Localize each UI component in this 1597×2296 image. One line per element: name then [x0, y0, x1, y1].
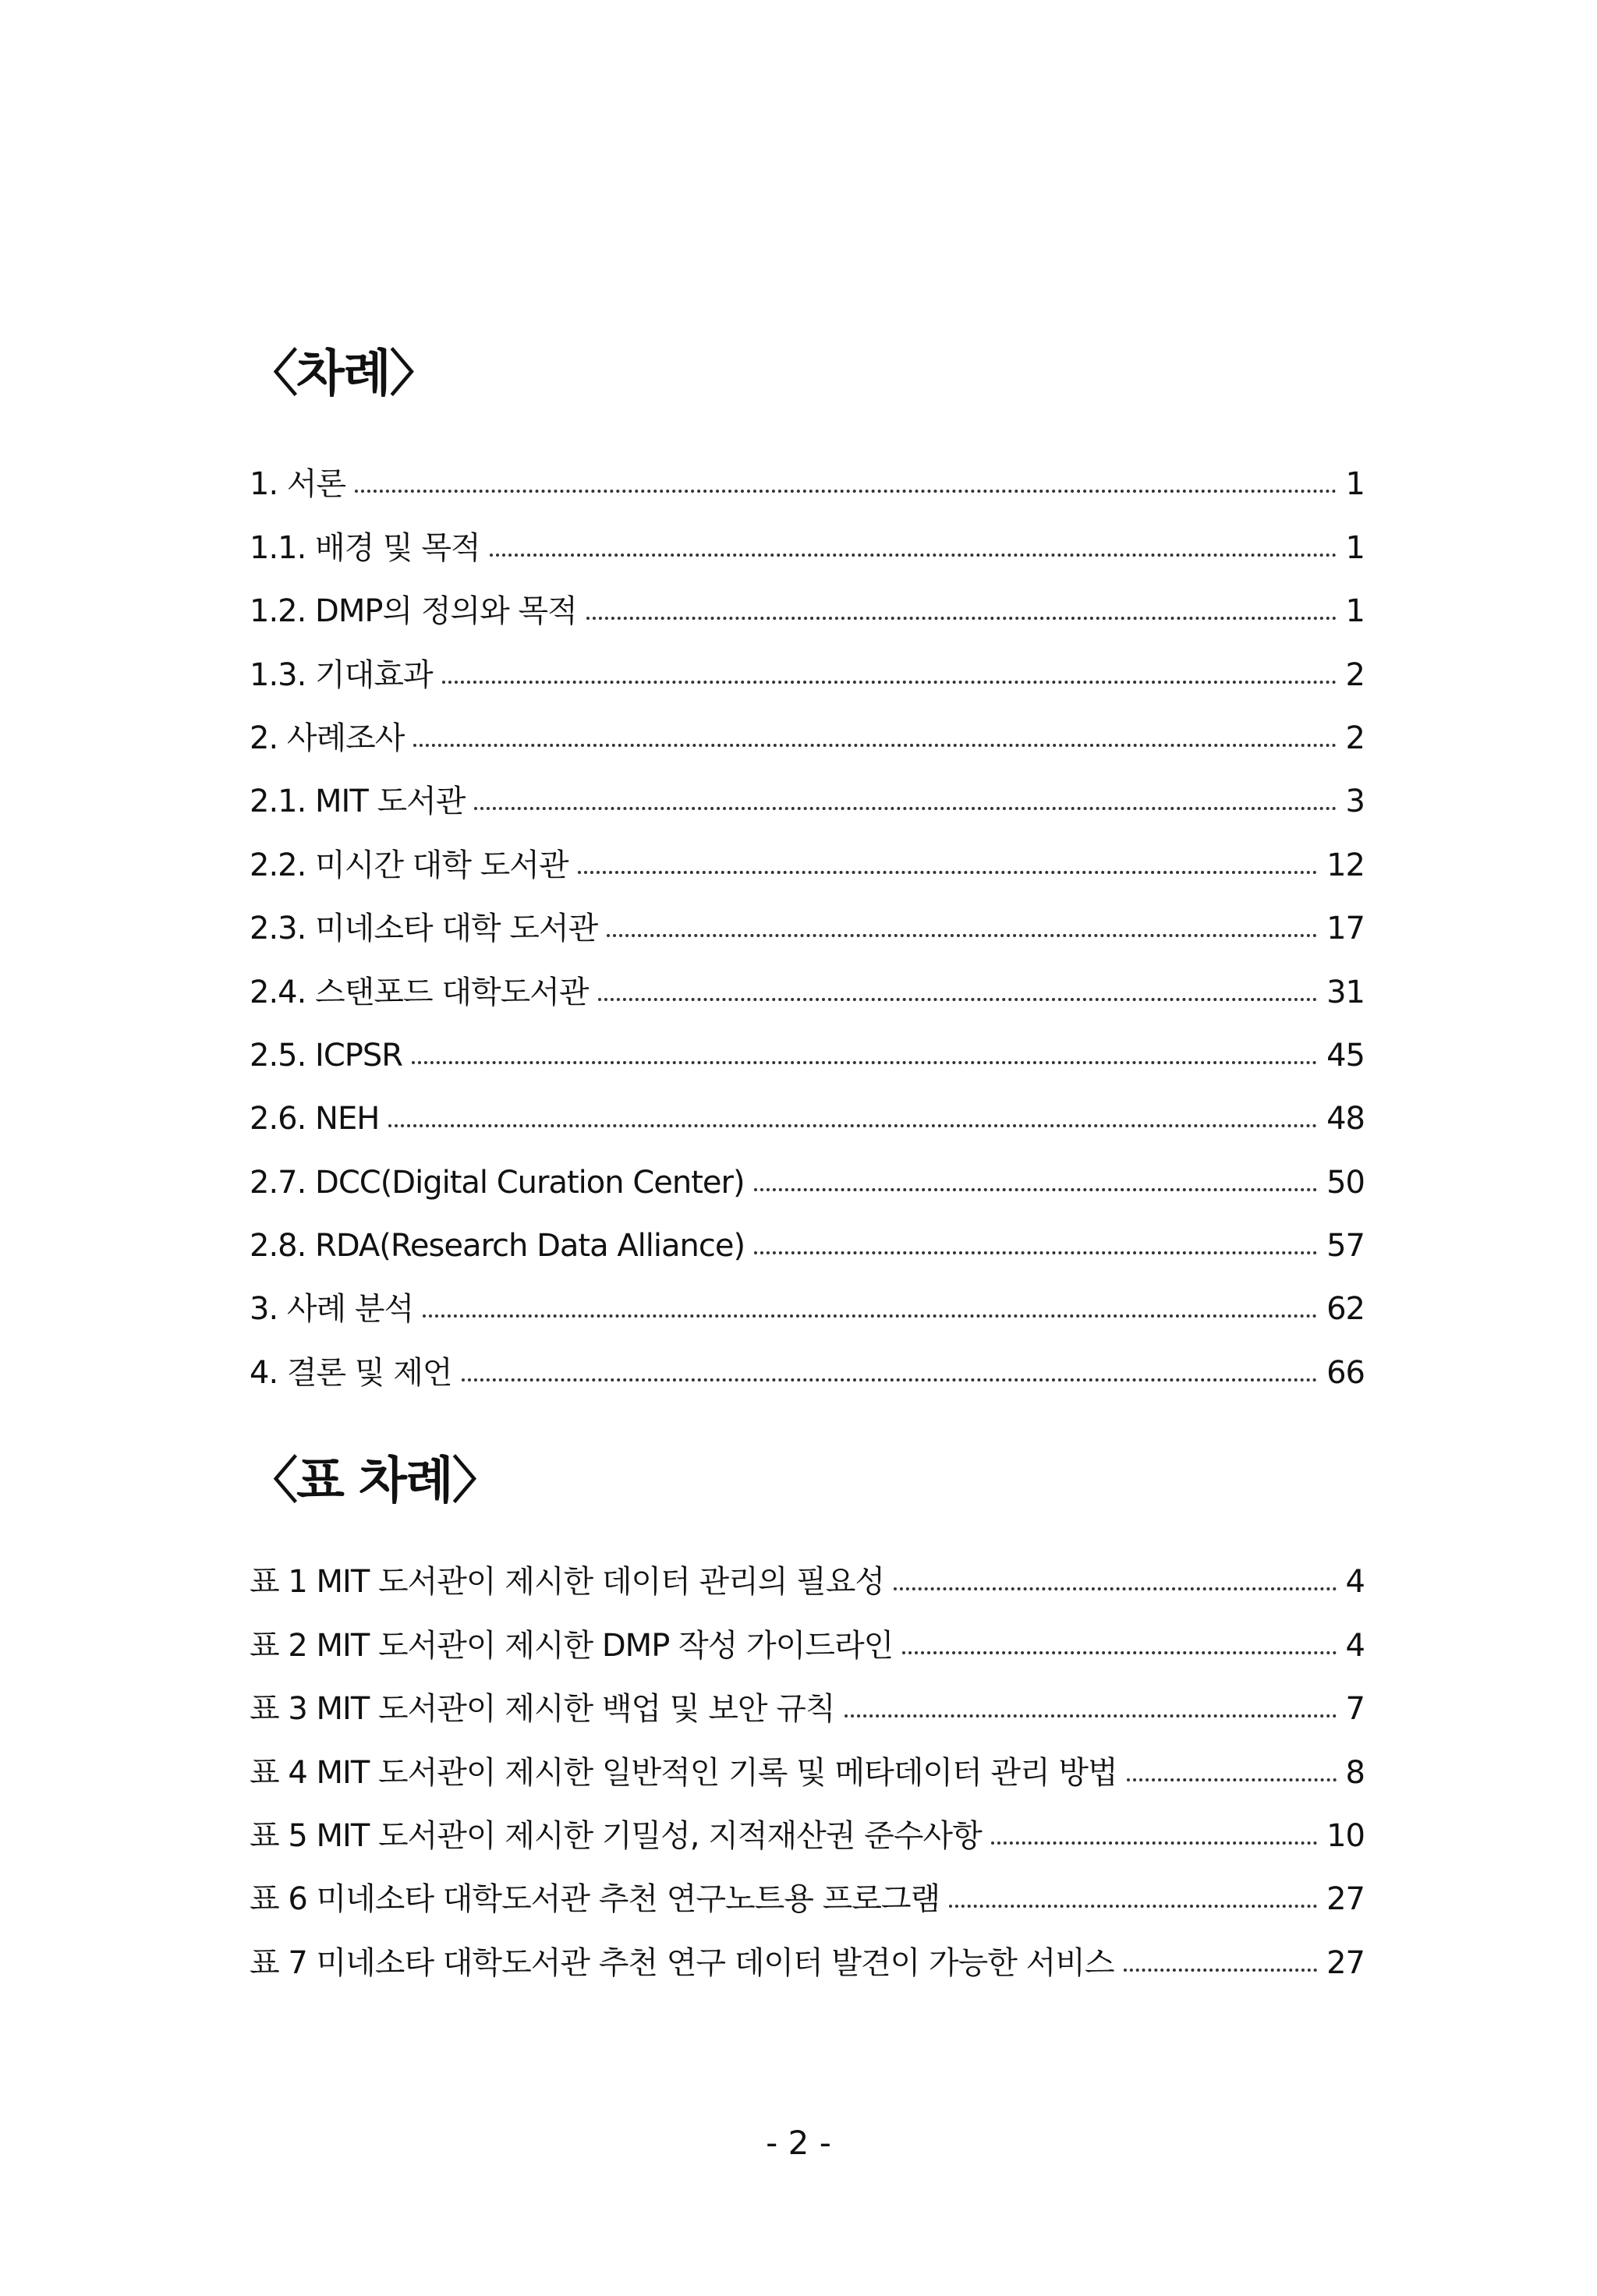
toc-entry[interactable]	[250, 754, 1365, 820]
dot-leader	[1127, 1778, 1337, 1781]
toc-entry-label: 2.4. 스탠포드 대학도서관	[250, 974, 589, 1010]
toc-entry-page: 57	[1326, 1228, 1365, 1265]
dot-leader	[423, 1314, 1317, 1318]
toc-entry-label: 2.3. 미네소타 대학 도서관	[250, 911, 598, 947]
dot-leader	[388, 1124, 1317, 1127]
table-entry[interactable]	[250, 1915, 1365, 1981]
dot-leader	[412, 1061, 1317, 1064]
table-entry-page: 7	[1345, 1691, 1365, 1728]
toc-entry-page: 12	[1326, 847, 1365, 883]
toc-entry-page: 17	[1326, 911, 1365, 947]
table-entry-label: 표 5 MIT 도서관이 제시한 기밀성, 지적재산권 준수사항	[250, 1817, 982, 1854]
dot-leader	[1124, 1969, 1318, 1972]
table-entry-page: 27	[1326, 1944, 1365, 1981]
toc-entry[interactable]	[250, 564, 1365, 630]
table-entry[interactable]	[250, 1725, 1365, 1791]
dot-leader	[902, 1651, 1336, 1654]
toc-list	[250, 437, 1365, 1389]
table-list-heading: 〈표 차례〉	[248, 1452, 501, 1510]
dot-leader	[949, 1905, 1317, 1908]
dot-leader	[355, 490, 1336, 493]
toc-entry-label: 2.5. ICPSR	[250, 1037, 403, 1074]
table-entry-label: 표 7 미네소타 대학도서관 추천 연구 데이터 발견이 가능한 서비스	[250, 1944, 1114, 1981]
toc-entry[interactable]	[250, 691, 1365, 754]
table-entry-label: 표 2 MIT 도서관이 제시한 DMP 작성 가이드라인	[250, 1627, 894, 1664]
toc-entry-label: 1.2. DMP의 정의와 목적	[250, 593, 577, 630]
dot-leader	[462, 1378, 1318, 1381]
toc-entry-label: 2.8. RDA(Research Data Alliance)	[250, 1228, 745, 1265]
table-entry-page: 4	[1345, 1627, 1365, 1664]
toc-entry[interactable]	[250, 1071, 1365, 1137]
toc-entry[interactable]	[250, 500, 1365, 566]
table-entry-label: 표 3 MIT 도서관이 제시한 백업 및 보안 규칙	[250, 1691, 835, 1728]
toc-entry-page: 45	[1326, 1037, 1365, 1074]
dot-leader	[413, 744, 1336, 747]
table-entry-label: 표 6 미네소타 대학도서관 추천 연구노트용 프로그램	[250, 1881, 940, 1918]
toc-entry-page: 1	[1345, 529, 1365, 566]
toc-entry-page: 1	[1345, 593, 1365, 630]
toc-entry-page: 2	[1345, 656, 1365, 693]
toc-entry-label: 2. 사례조사	[250, 720, 405, 756]
dot-leader	[754, 1251, 1317, 1254]
table-entry[interactable]	[250, 1852, 1365, 1918]
toc-entry-label: 4. 결론 및 제언	[250, 1354, 452, 1391]
toc-entry-label: 3. 사례 분석	[250, 1291, 414, 1328]
table-entry[interactable]	[250, 1597, 1365, 1664]
toc-entry[interactable]	[250, 881, 1365, 947]
dot-leader	[894, 1587, 1336, 1590]
toc-entry-page: 48	[1326, 1101, 1365, 1137]
toc-entry-label: 2.6. NEH	[250, 1101, 380, 1137]
toc-entry[interactable]	[250, 944, 1365, 1010]
dot-leader	[474, 807, 1336, 810]
toc-entry-label: 2.1. MIT 도서관	[250, 784, 466, 820]
dot-leader	[598, 998, 1318, 1001]
toc-entry-label: 1.1. 배경 및 목적	[250, 529, 480, 566]
table-entry-label: 표 1 MIT 도서관이 제시한 데이터 관리의 필요성	[250, 1564, 885, 1601]
dot-leader	[586, 617, 1337, 620]
table-list	[250, 1534, 1365, 1979]
toc-entry-label: 2.7. DCC(Digital Curation Center)	[250, 1164, 745, 1201]
toc-entry-page: 50	[1326, 1164, 1365, 1201]
dot-leader	[607, 934, 1317, 937]
table-entry[interactable]	[250, 1788, 1365, 1852]
table-entry-page: 10	[1326, 1817, 1365, 1854]
table-entry[interactable]	[250, 1661, 1365, 1728]
toc-entry-page: 3	[1345, 784, 1365, 820]
toc-entry[interactable]	[250, 1134, 1365, 1201]
toc-entry[interactable]	[250, 1261, 1365, 1328]
toc-entry-page: 1	[1345, 466, 1365, 503]
toc-entry[interactable]	[250, 627, 1365, 693]
table-entry-page: 27	[1326, 1881, 1365, 1918]
toc-entry-label: 1. 서론	[250, 466, 346, 503]
dot-leader	[578, 871, 1318, 874]
toc-entry-page: 2	[1345, 720, 1365, 756]
toc-entry[interactable]	[250, 1008, 1365, 1074]
toc-entry-page: 66	[1326, 1354, 1365, 1391]
dot-leader	[991, 1841, 1317, 1845]
toc-entry-label: 2.2. 미시간 대학 도서관	[250, 847, 568, 883]
table-entry-label: 표 4 MIT 도서관이 제시한 일반적인 기록 및 메타데이터 관리 방법	[250, 1754, 1117, 1791]
dot-leader	[754, 1188, 1318, 1191]
toc-entry-page: 62	[1326, 1291, 1365, 1328]
dot-leader	[845, 1714, 1337, 1718]
toc-entry[interactable]	[250, 1325, 1365, 1391]
toc-entry[interactable]	[250, 817, 1365, 883]
page-number: - 2 -	[766, 2124, 831, 2162]
toc-entry[interactable]	[250, 437, 1365, 503]
dot-leader	[490, 554, 1337, 557]
table-entry[interactable]	[250, 1534, 1365, 1601]
toc-heading: 〈차례〉	[248, 345, 438, 403]
toc-entry-page: 31	[1326, 974, 1365, 1010]
table-entry-page: 4	[1345, 1564, 1365, 1601]
table-entry-page: 8	[1345, 1754, 1365, 1791]
toc-entry[interactable]	[250, 1198, 1365, 1265]
dot-leader	[442, 681, 1337, 684]
toc-entry-label: 1.3. 기대효과	[250, 656, 433, 693]
